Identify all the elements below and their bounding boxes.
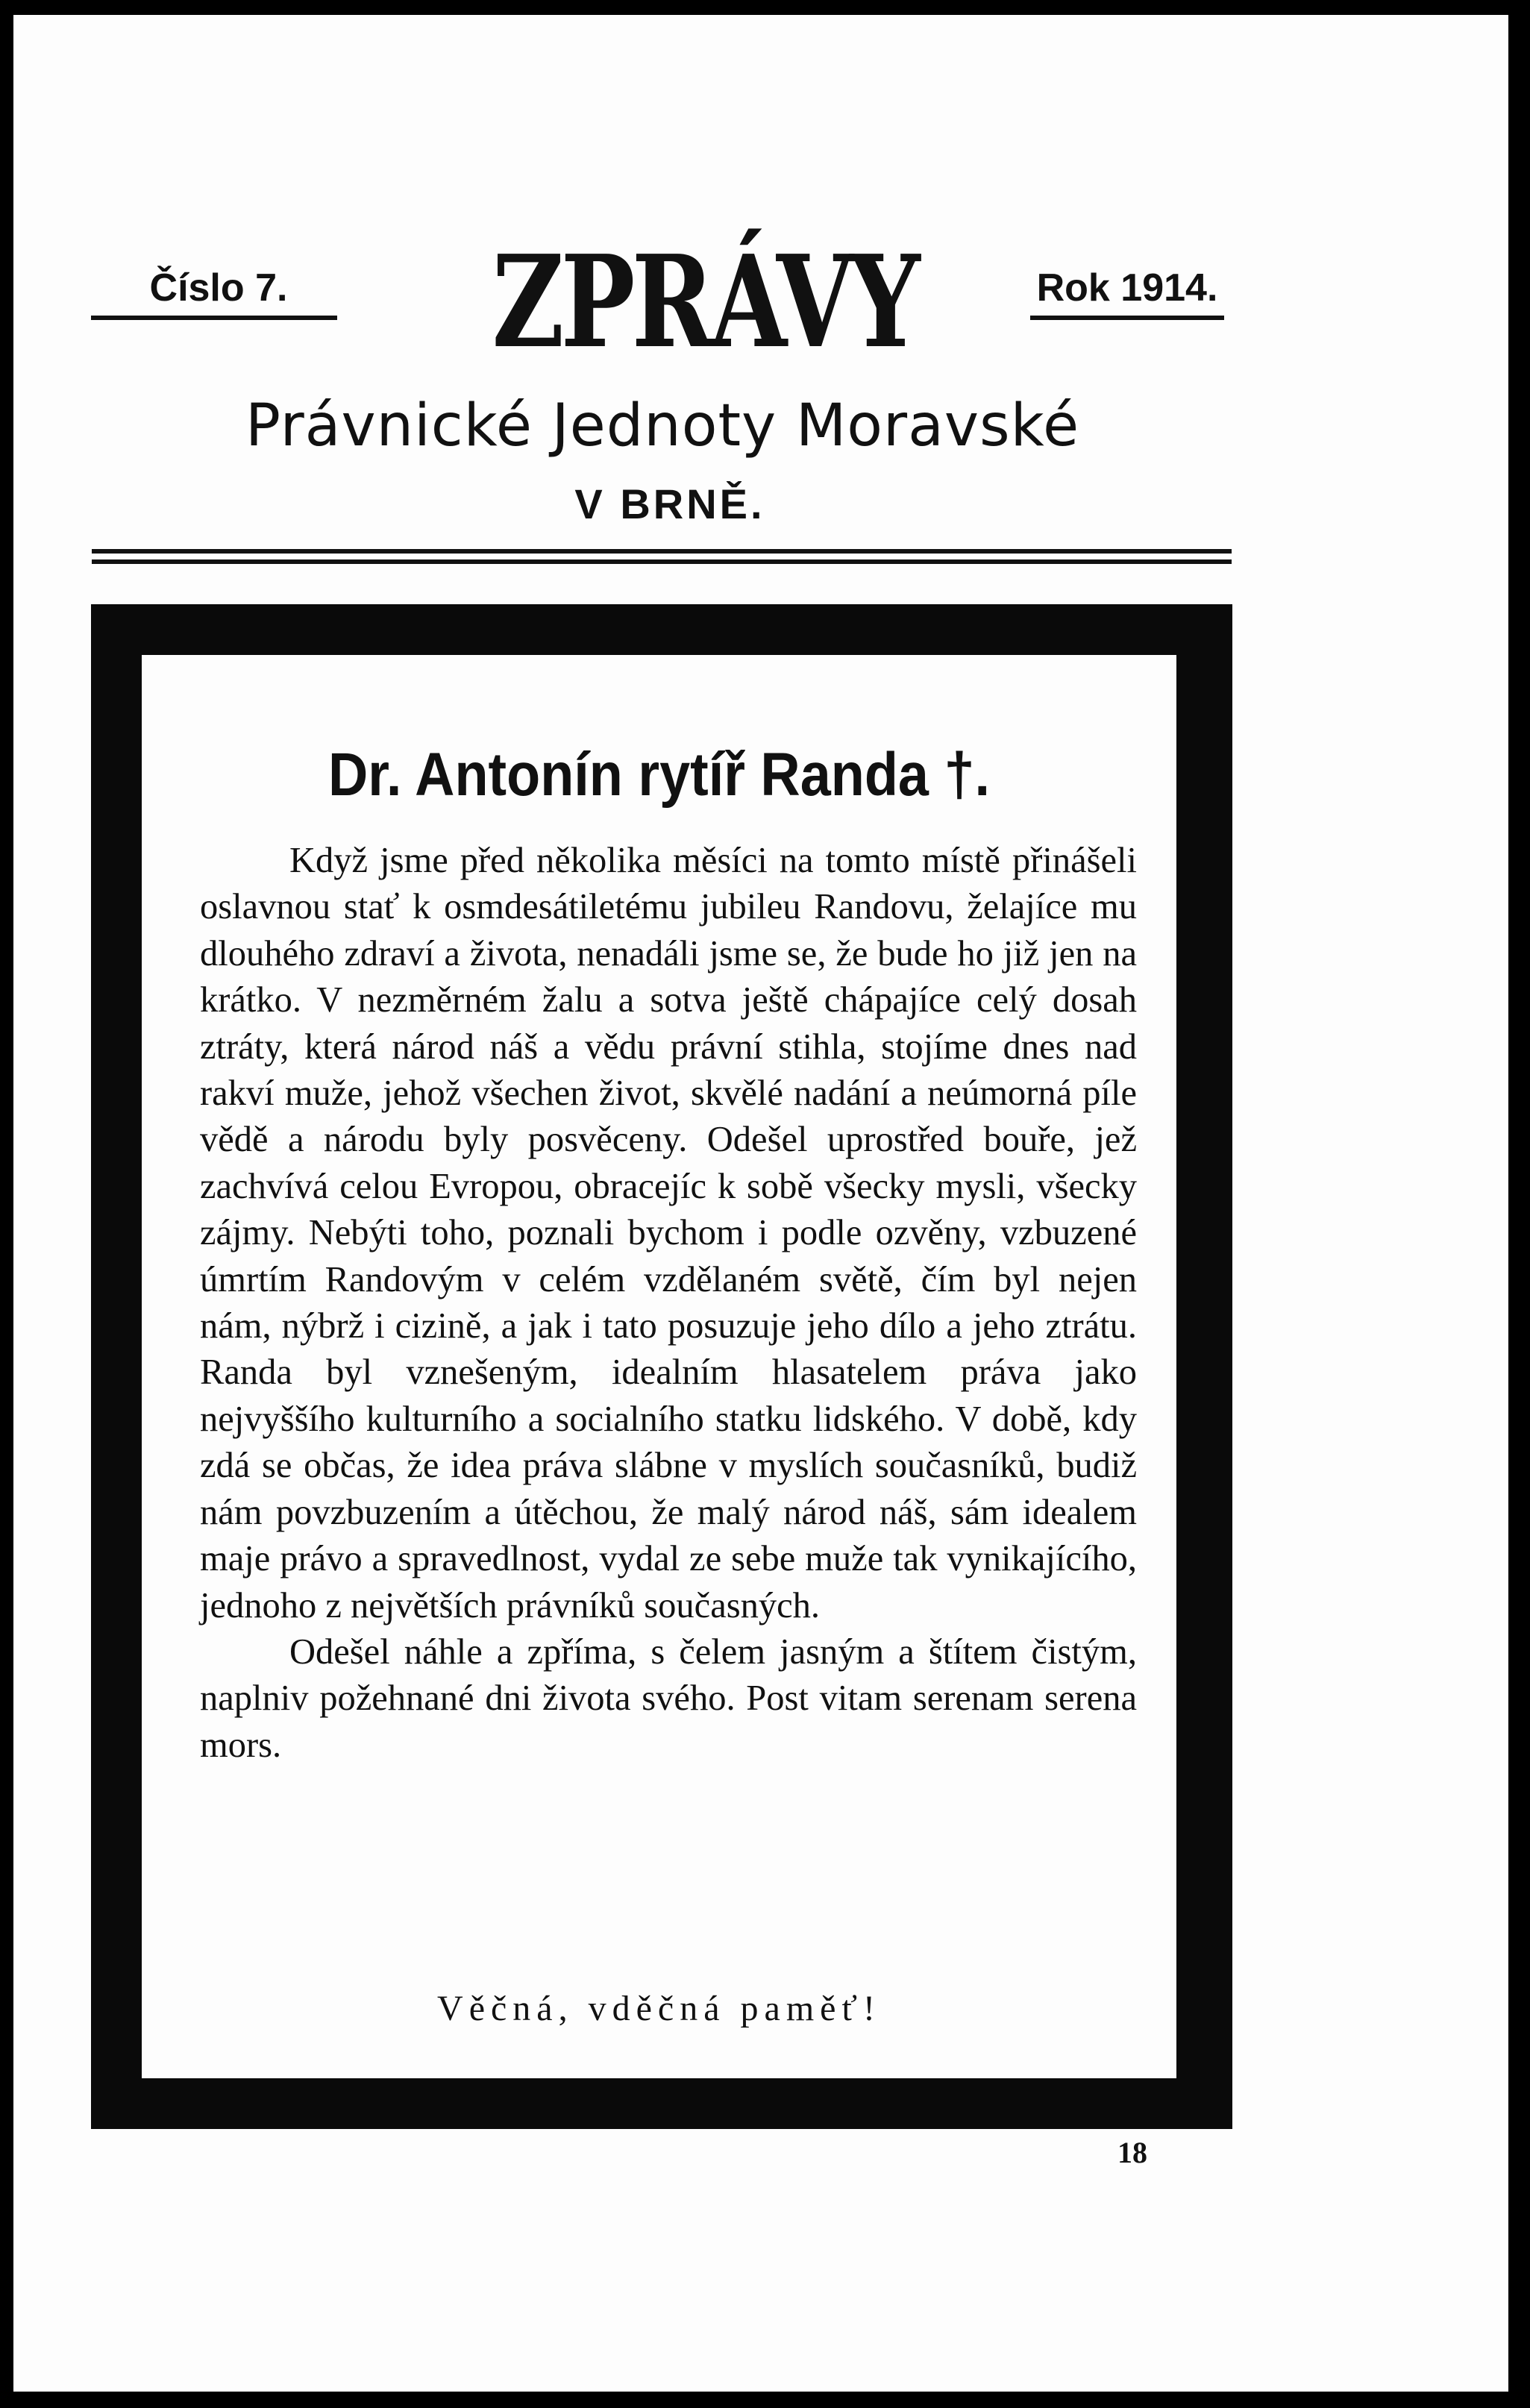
year-underline: [1030, 316, 1224, 320]
publication-year: Rok 1914.: [1036, 266, 1218, 310]
issue-underline: [91, 316, 337, 320]
issue-number: Číslo 7.: [149, 266, 288, 310]
header-rule-bottom: [92, 559, 1232, 564]
paragraph: Odešel náhle a zpříma, s čelem jasným a štítem čistým, naplniv požehnané dni života svého. Post vitam serenam serena mors.: [200, 1631, 1137, 1765]
closing-line: Věčná, vděčná paměť!: [437, 1989, 881, 2028]
masthead-city: V BRNĚ.: [574, 480, 765, 527]
obituary-box: [142, 655, 1176, 2078]
header-rule-top: [92, 549, 1232, 554]
paragraph: Když jsme před několika měsíci na tomto místě přinášeli oslavnou stať k osmdesátiletému jubileu Randovu, želajíce mu dlouhého zdraví a života, nenadáli jsme se, že bude ho již jen na krátko. V nezměrném žalu a sotva ještě chápajíce celý dosah ztráty, která národ náš a vědu právní stihla, stojíme dnes nad rakví muže, jehož všechen život, skvělé nadání a neúmorná píle vědě a národu byly posvěceny. Odešel uprostřed bouře, jež zachvívá celou Evropou, obracejíc k sobě všecky mysli, všecky zájmy. Nebýti toho, poznali bychom i podle ozvěny, vzbuzené úmrtím Randovým v celém vzdělaném světě, čím byl nejen nám, nýbrž i cizině, a jak i tato posuzuje jeho dílo a jeho ztrátu. Randa byl vznešeným, idealním hlasatelem práva jako nejvyššího kulturního a socialního statku lidského. V době, kdy zdá se občas, že idea práva slábne v myslích současníků, budiž nám povzbuzením a útěchou, že malý národ náš, sám idealem maje právo a spravedlnost, vydal ze sebe muže tak vynikajícího, jednoho z největších právníků současných.: [200, 841, 1137, 1625]
masthead-subtitle: Právnické Jednoty Moravské: [245, 392, 1080, 460]
mourning-frame: [91, 604, 1232, 2129]
obituary-body: [200, 838, 1137, 1769]
page: [13, 15, 1508, 2392]
obituary-title: Dr. Antonín rytíř Randa †.: [327, 741, 991, 809]
masthead-title: ZPRÁVY: [492, 228, 917, 377]
page-number: 18: [1117, 2136, 1147, 2169]
